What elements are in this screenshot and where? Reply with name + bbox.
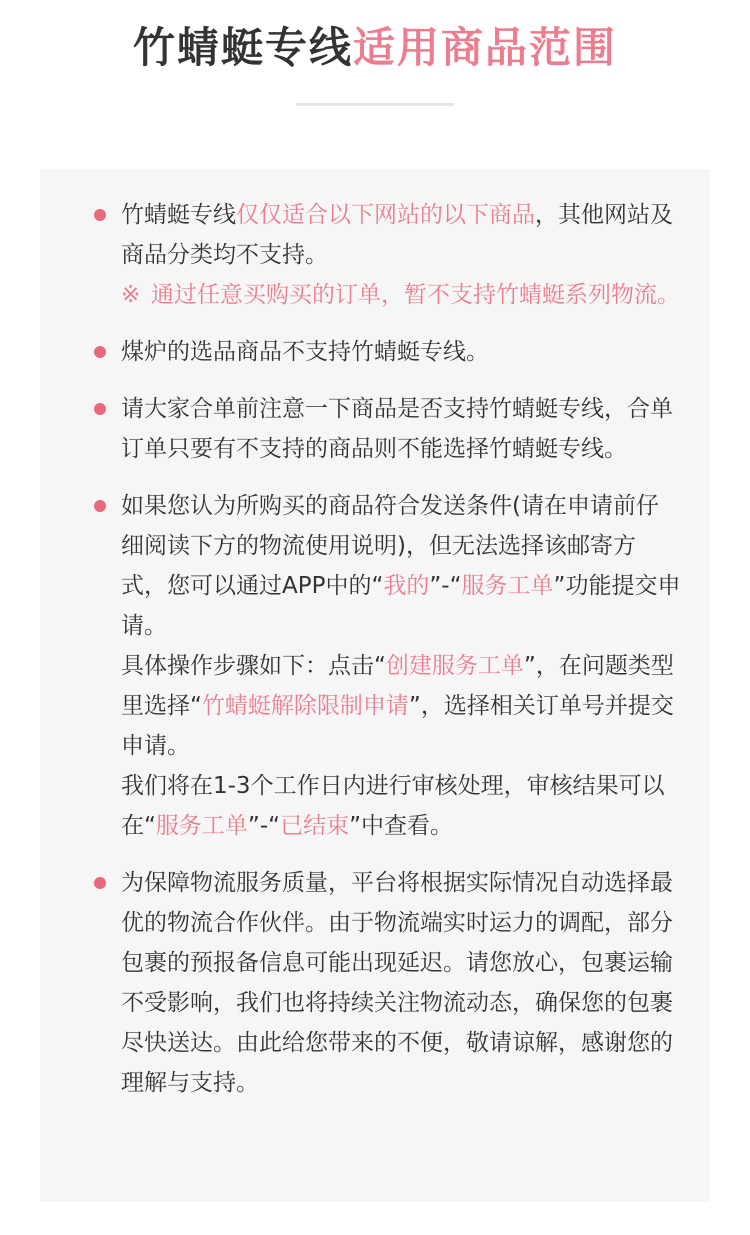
bullet-dot-icon xyxy=(94,209,106,221)
item-text-plain: ”，选择相关订单号并提交申请。 xyxy=(121,693,674,759)
list-item xyxy=(81,332,681,372)
bullet-dot-icon xyxy=(94,500,106,512)
item-text-plain: 如果您认为所购买的商品符合发送条件(请在申请前仔细阅读下方的物流使用说明)，但无法选择该邮寄方式，您可以通过APP中的“ xyxy=(121,493,659,599)
list-item xyxy=(81,863,681,1103)
item-text: 煤炉的选品商品不支持竹蜻蜓专线。 xyxy=(121,339,489,365)
item-text-highlight: 我的 xyxy=(383,573,430,599)
item-text xyxy=(121,202,673,268)
item-text-highlight: 仅仅适合以下网站的以下商品 xyxy=(236,202,535,228)
item-text-plain: 竹蜻蜓专线 xyxy=(121,202,236,228)
note-text: 通过任意买购买的订单，暂不支持竹蜻蜓系列物流。 xyxy=(151,282,680,308)
item-paragraph xyxy=(121,486,681,646)
page-header xyxy=(0,18,750,78)
item-text-plain: 具体操作步骤如下：点击“ xyxy=(121,653,386,679)
item-text-plain: ”-“ xyxy=(429,573,462,599)
item-text-highlight: 服务工单 xyxy=(461,573,554,599)
bullet-dot-icon xyxy=(94,877,106,889)
page-title-highlight: 适用商品范围 xyxy=(353,23,618,72)
page-title-main: 竹蜻蜓专线 xyxy=(132,23,353,72)
bullet-dot-icon xyxy=(94,403,106,415)
reference-mark-icon: ※ xyxy=(121,282,141,308)
item-paragraph xyxy=(121,766,681,846)
page-title xyxy=(0,18,750,78)
item-text-highlight: 服务工单 xyxy=(155,813,248,839)
item-text-plain: ，其他网站及商品分类均不支持。 xyxy=(121,202,673,268)
item-text-highlight: 竹蜻蜓解除限制申请 xyxy=(201,693,409,719)
item-text-plain: 我们将在1-3个工作日内进行审核处理，审核结果可以在“ xyxy=(121,773,665,839)
item-text: 为保障物流服务质量，平台将根据实际情况自动选择最优的物流合作伙伴。由于物流端实时运力的调配，部分包裹的预报备信息可能出现延迟。请您放心，包裹运输不受影响，我们也将持续关注物流动态，确保您的包裹尽快送达。由此给您带来的不便，敬请谅解，感谢您的理解与支持。 xyxy=(121,870,673,1096)
item-note xyxy=(121,275,681,315)
title-divider xyxy=(296,103,454,106)
item-text-plain: ”，在问题类型里选择“ xyxy=(121,653,674,719)
item-text: 请大家合单前注意一下商品是否支持竹蜻蜓专线，合单订单只要有不支持的商品则不能选择竹蜻蜓专线。 xyxy=(121,396,673,462)
item-text-plain: ”功能提交申请。 xyxy=(121,573,681,639)
item-text-plain: ”-“ xyxy=(247,813,281,839)
notice-list xyxy=(81,195,681,1120)
bullet-dot-icon xyxy=(94,346,106,358)
item-text-highlight: 已结束 xyxy=(280,813,350,839)
list-item xyxy=(81,389,681,469)
list-item xyxy=(81,195,681,315)
item-paragraph xyxy=(121,646,681,766)
item-text-highlight: 创建服务工单 xyxy=(385,653,524,679)
list-item xyxy=(81,486,681,846)
item-text-plain: ”中查看。 xyxy=(349,813,453,839)
